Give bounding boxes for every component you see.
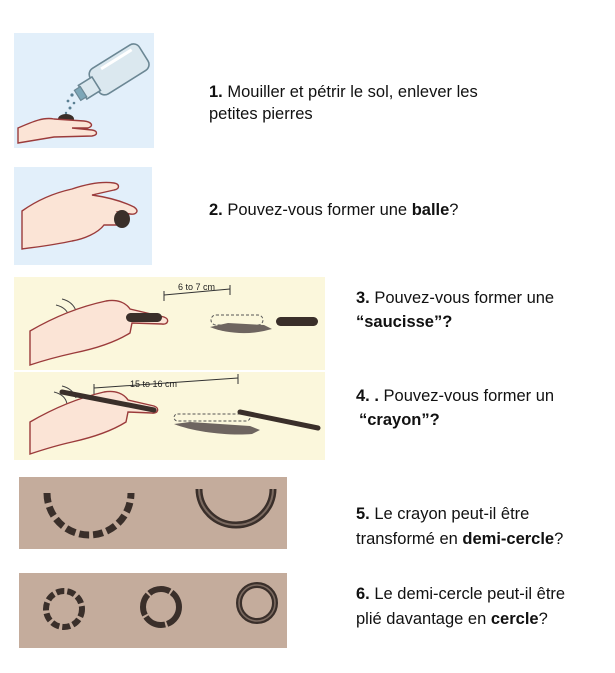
- step-2-line1-post: ?: [449, 201, 459, 219]
- step-2-keyword: balle: [411, 201, 450, 219]
- illustration-wet-soil: [14, 33, 154, 148]
- step-2-line1-pre: Pouvez-vous former une: [222, 201, 412, 219]
- illustration-ball: [14, 167, 152, 265]
- illustration-saucisse: [14, 277, 325, 370]
- step-2-text: [209, 199, 458, 221]
- step-3-keyword: “saucisse”?: [356, 313, 453, 331]
- step-2-number: 2.: [209, 201, 223, 219]
- saucisse-measure-label: 6 to 7 cm: [178, 282, 216, 292]
- step-1-text: [209, 81, 478, 125]
- step-5-keyword: demi-cercle: [462, 530, 555, 548]
- step-3-text: [356, 287, 554, 333]
- illustration-demi-cercle: [19, 477, 287, 549]
- step-5-line2-pre: transformé en: [356, 530, 463, 548]
- step-5-number: 5.: [356, 505, 370, 523]
- step-1-number: 1.: [209, 83, 223, 101]
- step-6-keyword: cercle: [490, 610, 539, 628]
- step-6-number: 6.: [356, 585, 370, 603]
- step-4-number: 4. .: [356, 387, 379, 405]
- illustration-crayon: [14, 372, 325, 460]
- step-5-text: [356, 503, 563, 550]
- step-3-line1: Pouvez-vous former une: [369, 289, 555, 307]
- step-3-number: 3.: [356, 289, 370, 307]
- crayon-measure-label: 15 to 16 cm: [130, 379, 178, 389]
- step-4-line1: Pouvez-vous former un: [378, 387, 555, 405]
- illustration-cercle: [19, 573, 287, 648]
- step-4-keyword: “crayon”?: [359, 411, 440, 429]
- step-6-line2-pre: plié davantage en: [356, 610, 491, 628]
- step-4-text: [356, 385, 554, 431]
- step-6-text: [356, 583, 565, 630]
- step-6-line1: Le demi-cercle peut-il être: [369, 585, 566, 603]
- step-1-line1: Mouiller et pétrir le sol, enlever les: [222, 83, 478, 101]
- step-5-line1: Le crayon peut-il être: [369, 505, 530, 523]
- step-1-line2: petites pierres: [209, 105, 313, 123]
- step-6-line2-post: ?: [538, 610, 548, 628]
- step-5-line2-post: ?: [554, 530, 564, 548]
